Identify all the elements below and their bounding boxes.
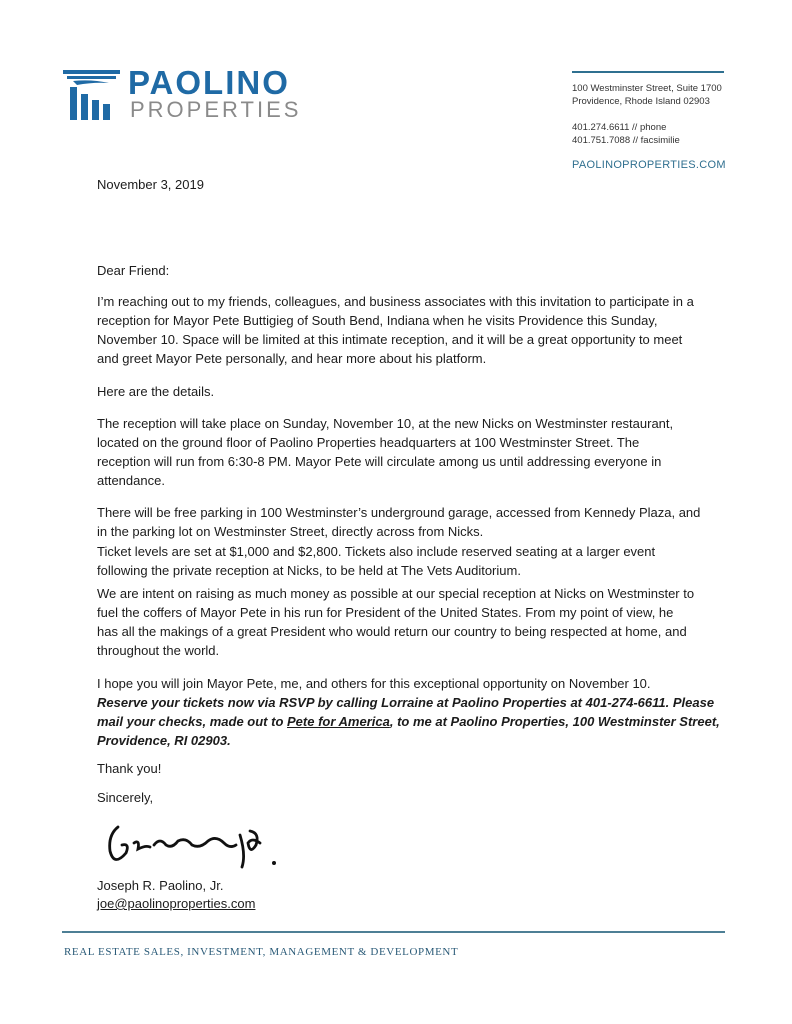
text-line: Here are the details. <box>97 384 215 399</box>
website-link[interactable]: PAOLINOPROPERTIES.COM <box>572 159 726 171</box>
phone: 401.274.6611 // phone <box>572 122 667 133</box>
pete-for-america-link: Pete for America <box>287 714 390 729</box>
text-line: and greet Mayor Pete personally, and hear more about his platform. <box>97 351 487 366</box>
text-fragment: mail your checks, made out to <box>97 714 287 729</box>
closing: Sincerely, <box>97 790 154 805</box>
address-line2: Providence, Rhode Island 02903 <box>572 96 710 107</box>
fax: 401.751.7088 // facsimilie <box>572 135 680 146</box>
company-name-top: PAOLINO <box>128 64 290 101</box>
paragraph-fundraising <box>97 584 717 660</box>
text-fragment: , to me at Paolino Properties, 100 Westminster Street, <box>389 714 720 729</box>
text-line: reception for Mayor Pete Buttigieg of South Bend, Indiana when he visits Providence this Sunday, <box>97 313 658 328</box>
text-line: There will be free parking in 100 Westminster’s underground garage, accessed from Kennedy Plaza, and <box>97 505 701 520</box>
text-line: throughout the world. <box>97 643 220 658</box>
text-line: We are intent on raising as much money as possible at our special reception at Nicks on Westminster to <box>97 586 695 601</box>
text-line: located on the ground floor of Paolino Properties headquarters at 100 Westminster Street. The <box>97 435 640 450</box>
thanks: Thank you! <box>97 761 162 776</box>
paragraph-invitation <box>97 292 717 368</box>
rsvp-address-line: Providence, RI 02903. <box>97 733 231 748</box>
address-line1: 100 Westminster Street, Suite 1700 <box>572 83 722 94</box>
text-line: in the parking lot on Westminster Street, directly across from Nicks. <box>97 524 484 539</box>
signature-image <box>100 815 290 875</box>
text-line: November 10. Space will be limited at this intimate reception, and it will be a great opportunity to meet <box>97 332 683 347</box>
text-line: The reception will take place on Sunday, November 10, at the new Nicks on Westminster restaurant, <box>97 416 674 431</box>
paragraph-rsvp <box>97 674 720 750</box>
paragraph-reception <box>97 414 717 490</box>
company-name-bottom: PROPERTIES <box>130 97 302 122</box>
paragraph-details-intro <box>97 382 717 401</box>
text-line: following the private reception at Nicks, to be held at The Vets Auditorium. <box>97 563 521 578</box>
signer-email-link[interactable]: joe@paolinoproperties.com <box>97 896 256 911</box>
salutation: Dear Friend: <box>97 263 170 278</box>
letter-date: November 3, 2019 <box>97 177 204 192</box>
text-line: I’m reaching out to my friends, colleagues, and business associates with this invitation to participate in a <box>97 294 694 309</box>
text-line: fuel the coffers of Mayor Pete in his run for President of the United States. From my point of view, he <box>97 605 674 620</box>
text-line: I hope you will join Mayor Pete, me, and others for this exceptional opportunity on November 10. <box>97 676 651 691</box>
column-logo-icon <box>63 70 120 120</box>
paragraph-tickets <box>97 542 717 580</box>
text-line: attendance. <box>97 473 165 488</box>
paragraph-parking <box>97 503 717 541</box>
footer-tagline: REAL ESTATE SALES, INVESTMENT, MANAGEMENT & DEVELOPMENT <box>64 946 459 958</box>
rsvp-mail-line <box>97 712 720 731</box>
rsvp-line: Reserve your tickets now via RSVP by calling Lorraine at Paolino Properties at 401-274-6611. Please <box>97 695 715 710</box>
text-line: reception will run from 6:30-8 PM. Mayor Pete will circulate among us until addressing everyone in <box>97 454 662 469</box>
signer-name: Joseph R. Paolino, Jr. <box>97 878 224 893</box>
address-divider <box>572 71 724 73</box>
text-line: has all the makings of a great President who would return our country to being respected at home, and <box>97 624 687 639</box>
footer-divider <box>62 931 725 933</box>
text-line: Ticket levels are set at $1,000 and $2,800. Tickets also include reserved seating at a larger event <box>97 544 656 559</box>
